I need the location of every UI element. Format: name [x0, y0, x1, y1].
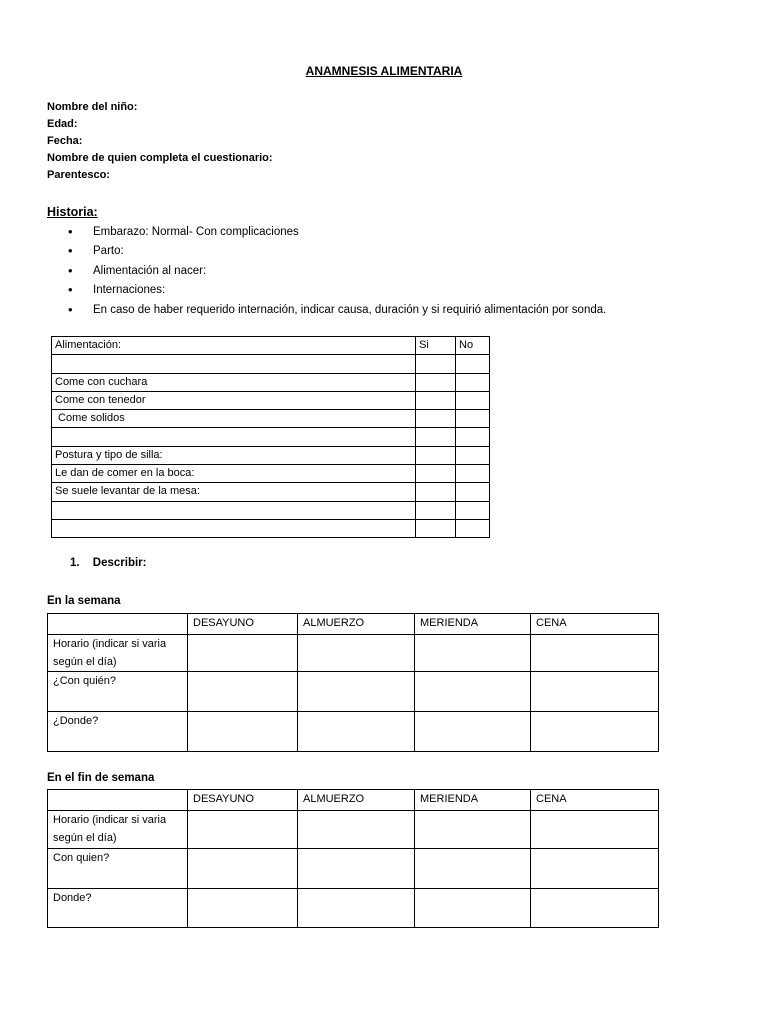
table-row	[48, 635, 659, 672]
header-cena: CENA	[531, 614, 659, 635]
row-label	[52, 428, 416, 446]
header-almuerzo: ALMUERZO	[298, 614, 415, 635]
header-no: No	[456, 337, 490, 355]
table-row	[48, 712, 659, 752]
cena-cell[interactable]	[531, 849, 659, 889]
historia-heading: Historia:	[47, 205, 98, 219]
no-cell[interactable]	[456, 446, 490, 464]
no-cell[interactable]	[456, 410, 490, 428]
si-cell[interactable]	[416, 483, 456, 501]
row-label-con-quien: ¿Con quién?	[48, 672, 188, 712]
table-row	[52, 410, 490, 428]
table-header-row	[52, 337, 490, 355]
table-row	[52, 428, 490, 446]
row-label	[52, 519, 416, 537]
header-desayuno: DESAYUNO	[188, 790, 298, 811]
table-row	[52, 483, 490, 501]
header-merienda: MERIENDA	[415, 790, 531, 811]
no-cell[interactable]	[456, 373, 490, 391]
cena-cell[interactable]	[531, 635, 659, 672]
header-empty	[48, 790, 188, 811]
desayuno-cell[interactable]	[188, 849, 298, 889]
fin-semana-heading: En el fin de semana	[47, 772, 155, 784]
no-cell[interactable]	[456, 483, 490, 501]
table-row	[52, 501, 490, 519]
desayuno-cell[interactable]	[188, 712, 298, 752]
historia-item: • Internaciones:	[68, 282, 606, 301]
table-row	[48, 672, 659, 712]
historia-list	[68, 224, 606, 321]
header-almuerzo: ALMUERZO	[298, 790, 415, 811]
desayuno-cell[interactable]	[188, 811, 298, 849]
header-alimentacion: Alimentación:	[52, 337, 416, 355]
no-cell[interactable]	[456, 519, 490, 537]
desayuno-cell[interactable]	[188, 889, 298, 928]
header-cena: CENA	[531, 790, 659, 811]
almuerzo-cell[interactable]	[298, 635, 415, 672]
field-nombre-completa: Nombre de quien completa el cuestionario:	[47, 152, 273, 164]
field-fecha: Fecha:	[47, 135, 83, 147]
table-row	[48, 889, 659, 928]
almuerzo-cell[interactable]	[298, 672, 415, 712]
row-label: Come con tenedor	[52, 391, 416, 409]
row-label-con-quien: Con quien?	[48, 849, 188, 889]
cena-cell[interactable]	[531, 672, 659, 712]
feeding-table	[51, 336, 490, 538]
no-cell[interactable]	[456, 501, 490, 519]
semana-table	[47, 613, 659, 752]
si-cell[interactable]	[416, 373, 456, 391]
cena-cell[interactable]	[531, 889, 659, 928]
si-cell[interactable]	[416, 501, 456, 519]
almuerzo-cell[interactable]	[298, 889, 415, 928]
si-cell[interactable]	[416, 519, 456, 537]
merienda-cell[interactable]	[415, 811, 531, 849]
semana-heading: En la semana	[47, 595, 121, 607]
merienda-cell[interactable]	[415, 712, 531, 752]
historia-item: • Alimentación al nacer:	[68, 263, 606, 282]
row-label: Come con cuchara	[52, 373, 416, 391]
table-row	[48, 811, 659, 849]
row-label: Se suele levantar de la mesa:	[52, 483, 416, 501]
no-cell[interactable]	[456, 465, 490, 483]
row-label: Postura y tipo de silla:	[52, 446, 416, 464]
cena-cell[interactable]	[531, 712, 659, 752]
desayuno-cell[interactable]	[188, 635, 298, 672]
no-cell[interactable]	[456, 355, 490, 373]
row-label-donde: ¿Donde?	[48, 712, 188, 752]
almuerzo-cell[interactable]	[298, 849, 415, 889]
merienda-cell[interactable]	[415, 849, 531, 889]
field-edad: Edad:	[47, 118, 78, 130]
describir-item	[70, 557, 146, 569]
row-label: Come solidos	[52, 410, 416, 428]
table-row	[52, 446, 490, 464]
page-title: ANAMNESIS ALIMENTARIA	[305, 64, 463, 78]
almuerzo-cell[interactable]	[298, 712, 415, 752]
table-row	[52, 391, 490, 409]
row-label: Le dan de comer en la boca:	[52, 465, 416, 483]
si-cell[interactable]	[416, 465, 456, 483]
header-empty	[48, 614, 188, 635]
header-si: Si	[416, 337, 456, 355]
si-cell[interactable]	[416, 446, 456, 464]
si-cell[interactable]	[416, 428, 456, 446]
fin-semana-table	[47, 789, 659, 928]
table-row	[52, 355, 490, 373]
table-row	[48, 849, 659, 889]
no-cell[interactable]	[456, 428, 490, 446]
table-row	[52, 465, 490, 483]
describir-label: Describir:	[92, 557, 147, 569]
no-cell[interactable]	[456, 391, 490, 409]
row-label	[52, 501, 416, 519]
row-label-donde: Donde?	[48, 889, 188, 928]
field-nombre-nino: Nombre del niño:	[47, 101, 138, 113]
merienda-cell[interactable]	[415, 672, 531, 712]
cena-cell[interactable]	[531, 811, 659, 849]
merienda-cell[interactable]	[415, 635, 531, 672]
historia-item: • En caso de haber requerido internación, indicar causa, duración y si requirió alimentación por sonda.	[68, 302, 606, 321]
header-desayuno: DESAYUNO	[188, 614, 298, 635]
describir-number: 1.	[70, 557, 80, 569]
historia-item: • Embarazo: Normal- Con complicaciones	[68, 224, 606, 243]
table-row	[52, 519, 490, 537]
si-cell[interactable]	[416, 391, 456, 409]
row-label-horario: Horario (indicar si varia según el día)	[48, 811, 188, 849]
row-label-horario: Horario (indicar si varia según el día)	[48, 635, 188, 672]
header-merienda: MERIENDA	[415, 614, 531, 635]
field-parentesco: Parentesco:	[47, 169, 110, 181]
si-cell[interactable]	[416, 410, 456, 428]
merienda-cell[interactable]	[415, 889, 531, 928]
table-row	[52, 373, 490, 391]
row-label	[52, 355, 416, 373]
si-cell[interactable]	[416, 355, 456, 373]
table-header-row	[48, 614, 659, 635]
historia-item: • Parto:	[68, 243, 606, 262]
almuerzo-cell[interactable]	[298, 811, 415, 849]
desayuno-cell[interactable]	[188, 672, 298, 712]
table-header-row	[48, 790, 659, 811]
